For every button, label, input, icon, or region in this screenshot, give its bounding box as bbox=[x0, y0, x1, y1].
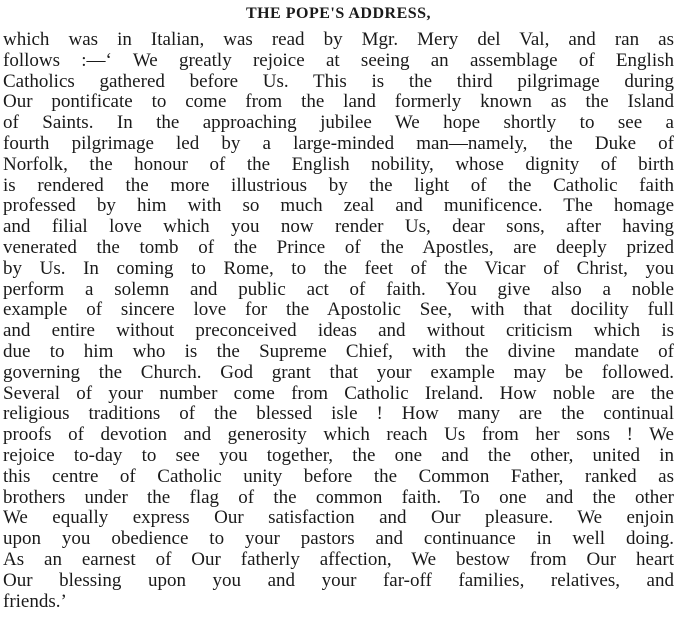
article-line: follows :—‘ We greatly rejoice at seeing an assemblage of English bbox=[3, 50, 674, 71]
article-line: due to him who is the Supreme Chief, with the divine mandate of bbox=[3, 341, 674, 362]
article-line: Norfolk, the honour of the English nobility, whose dignity of birth bbox=[3, 154, 674, 175]
article-line: venerated the tomb of the Prince of the Apostles, are deeply prized bbox=[3, 237, 674, 258]
article-line: religious traditions of the blessed isle ! How many are the continual bbox=[3, 404, 674, 425]
article-line: professed by him with so much zeal and munificence. The homage bbox=[3, 196, 674, 217]
article-line: fourth pilgrimage led by a large-minded man—namely, the Duke of bbox=[3, 133, 674, 154]
article-body bbox=[3, 30, 674, 612]
article-line: friends.’ bbox=[3, 591, 67, 612]
article-line: Several of your number come from Catholic Ireland. How noble are the bbox=[3, 383, 674, 404]
article-line: governing the Church. God grant that your example may be followed. bbox=[3, 362, 674, 383]
article-line: and filial love which you now render Us, dear sons, after having bbox=[3, 217, 674, 238]
article-line: which was in Italian, was read by Mgr. Mery del Val, and ran as bbox=[3, 30, 674, 50]
article-line: example of sincere love for the Apostolic See, with that docility full bbox=[3, 300, 674, 321]
article-title: THE POPE'S ADDRESS, bbox=[245, 5, 432, 22]
article-line: and entire without preconceived ideas and without criticism which is bbox=[3, 321, 674, 342]
article-line: rejoice to-day to see you together, the one and the other, united in bbox=[3, 445, 674, 466]
article-line: by Us. In coming to Rome, to the feet of the Vicar of Christ, you bbox=[3, 258, 674, 279]
article-line: is rendered the more illustrious by the light of the Catholic faith bbox=[3, 175, 674, 196]
article-line: proofs of devotion and generosity which reach Us from her sons ! We bbox=[3, 425, 674, 446]
article-line: brothers under the flag of the common faith. To one and the other bbox=[3, 487, 674, 508]
article-line: this centre of Catholic unity before the Common Father, ranked as bbox=[3, 466, 674, 487]
article-line: upon you obedience to your pastors and continuance in well doing. bbox=[3, 529, 674, 550]
article-line: of Saints. In the approaching jubilee We hope shortly to see a bbox=[3, 113, 674, 134]
article-line: As an earnest of Our fatherly affection, We bestow from Our heart bbox=[3, 549, 674, 570]
article-line: Our blessing upon you and your far-off families, relatives, and bbox=[3, 570, 674, 591]
article-line: Our pontificate to come from the land formerly known as the Island bbox=[3, 92, 674, 113]
article-line: We equally express Our satisfaction and Our pleasure. We enjoin bbox=[3, 508, 674, 529]
article-line: Catholics gathered before Us. This is the third pilgrimage during bbox=[3, 71, 674, 92]
article-line: perform a solemn and public act of faith. You give also a noble bbox=[3, 279, 674, 300]
